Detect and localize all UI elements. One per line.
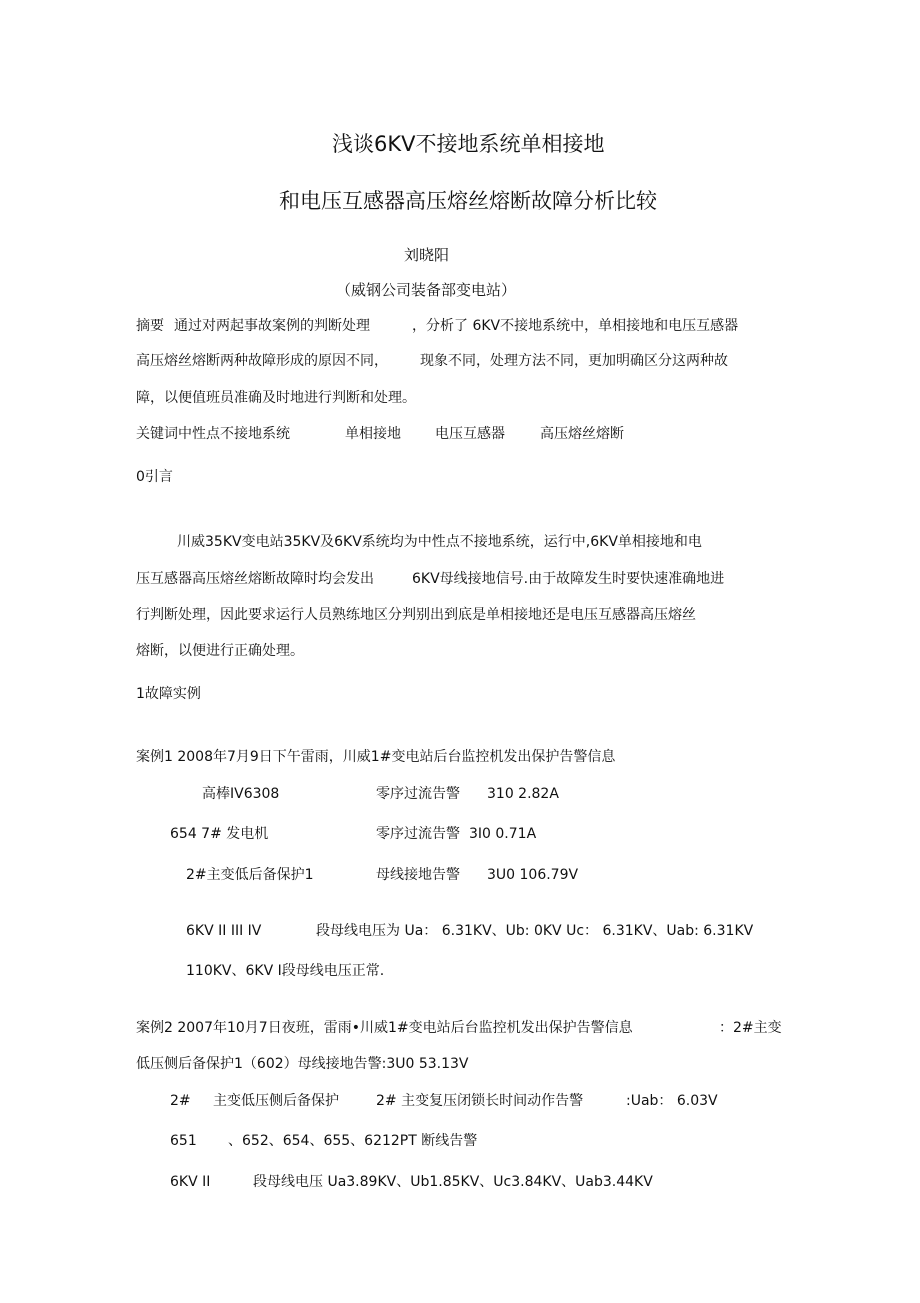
case-1-row-3-value: 3U0 106.79V bbox=[487, 867, 579, 883]
abstract-label: 摘要 bbox=[136, 318, 164, 334]
section-0-line-2a: 压互感器高压熔丝熔断故障时均会发出 bbox=[136, 571, 374, 587]
case-2-row-2-a: 651 bbox=[170, 1133, 197, 1149]
keyword-2: 单相接地 bbox=[345, 426, 401, 442]
section-0-line-2b: 6KV母线接地信号.由于故障发生时要快速准确地进 bbox=[412, 571, 725, 587]
case-1-row-3-device: 2#主变低后备保护1 bbox=[186, 867, 314, 883]
keyword-3: 电压互感器 bbox=[435, 426, 505, 442]
keywords-label: 关键词中性点不接地系统 bbox=[136, 426, 290, 442]
case-1-row-2-alarm: 零序过流告警 bbox=[376, 826, 460, 842]
case-2-intro-a: 案例2 2007年10月7日夜班，雷雨•川威1#变电站后台监控机发出保护告警信息 bbox=[136, 1020, 633, 1036]
abstract-line-1b: ，分析了 6KV不接地系统中，单相接地和电压互感器 bbox=[412, 318, 739, 334]
abstract-line-1a: 通过对两起事故案例的判断处理 bbox=[174, 318, 370, 334]
affiliation: （威钢公司装备部变电站） bbox=[336, 281, 517, 299]
case-1-voltage-1a: 6KV II III IV bbox=[186, 923, 262, 939]
abstract-line-2b: 现象不同，处理方法不同，更加明确区分这两种故 bbox=[420, 353, 728, 369]
case-2-row-1-c: 2# 主变复压闭锁长时间动作告警 bbox=[376, 1093, 584, 1109]
case-1-voltage-1b: 段母线电压为 Ua： 6.31KV、Ub: 0KV Uc： 6.31KV、Uab: 6.31KV bbox=[316, 923, 754, 939]
case-2-row-1-d: :Uab： 6.03V bbox=[626, 1093, 718, 1109]
case-1-row-2-device: 654 7# 发电机 bbox=[170, 826, 269, 842]
case-1-row-2-value: 3I0 0.71A bbox=[469, 826, 537, 842]
case-2-row-1-a: 2# bbox=[170, 1093, 191, 1109]
author: 刘晓阳 bbox=[404, 246, 450, 264]
case-2-row-3-a: 6KV II bbox=[170, 1174, 211, 1190]
abstract-line-2a: 高压熔丝熔断两种故障形成的原因不同， bbox=[136, 353, 388, 369]
keyword-4: 高压熔丝熔断 bbox=[540, 426, 624, 442]
case-1-row-3-alarm: 母线接地告警 bbox=[376, 867, 460, 883]
abstract-line-3: 障，以便值班员准确及时地进行判断和处理。 bbox=[136, 390, 416, 406]
section-0-line-4: 熔断，以便进行正确处理。 bbox=[136, 643, 304, 659]
case-1-row-1-value: 310 2.82A bbox=[487, 786, 559, 802]
case-2-row-2-b: 、652、654、655、6212PT 断线告警 bbox=[228, 1133, 478, 1149]
title-line-2: 和电压互感器高压熔丝熔断故障分析比较 bbox=[279, 189, 657, 213]
case-1-row-1-alarm: 零序过流告警 bbox=[376, 786, 460, 802]
title-line-1: 浅谈6KV不接地系统单相接地 bbox=[332, 132, 605, 156]
section-1-heading: 1故障实例 bbox=[136, 686, 201, 702]
section-0-line-3: 行判断处理，因此要求运行人员熟练地区分判别出到底是单相接地还是电压互感器高压熔丝 bbox=[136, 607, 696, 623]
case-1-voltage-2: 110KV、6KV I段母线电压正常. bbox=[186, 963, 385, 979]
case-2-intro-b: ：2#主变 bbox=[719, 1020, 782, 1036]
case-2-intro-line-2: 低压侧后备保护1（602）母线接地告警:3U0 53.13V bbox=[136, 1056, 469, 1072]
case-2-row-1-b: 主变低压侧后备保护 bbox=[213, 1093, 339, 1109]
case-1-row-1-device: 高棒IV6308 bbox=[202, 786, 280, 802]
case-2-row-3-b: 段母线电压 Ua3.89KV、Ub1.85KV、Uc3.84KV、Uab3.44KV bbox=[253, 1174, 653, 1190]
case-1-intro: 案例1 2008年7月9日下午雷雨，川威1#变电站后台监控机发出保护告警信息 bbox=[136, 749, 616, 765]
section-0-heading: 0引言 bbox=[136, 469, 173, 485]
section-0-line-1: 川威35KV变电站35KV及6KV系统均为中性点不接地系统，运行中,6KV单相接地和电 bbox=[177, 534, 702, 550]
